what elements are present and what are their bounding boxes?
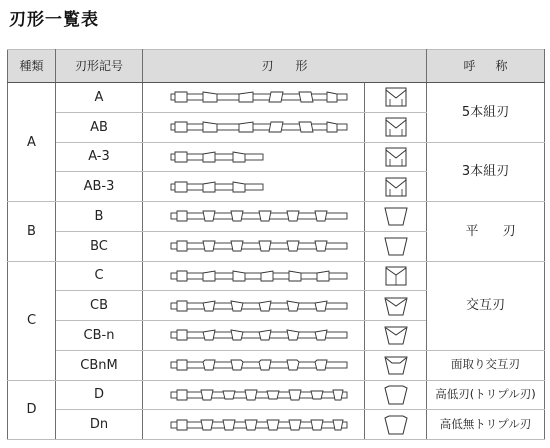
table-row	[8, 350, 545, 380]
symbol-cell: CBnM	[56, 350, 143, 380]
profile-icon-chamfer	[383, 354, 409, 376]
symbol-cell: Dn	[56, 410, 143, 440]
call-name-3pc: 3本組刃	[427, 142, 545, 202]
tooth-diagram	[143, 321, 365, 351]
profile-diagram	[365, 291, 427, 321]
tooth-diagram	[143, 291, 365, 321]
header-group: 種類	[8, 50, 56, 83]
tooth-row-cb	[143, 292, 365, 320]
group-cell-c: C	[8, 261, 56, 380]
profile-diagram	[365, 112, 427, 142]
profile-diagram	[365, 172, 427, 202]
profile-diagram	[365, 83, 427, 113]
profile-icon-flat	[383, 205, 409, 227]
symbol-cell: C	[56, 261, 143, 291]
blade-shape-table	[7, 49, 545, 440]
header-blade: 刃形	[143, 50, 427, 83]
table-row	[8, 83, 545, 113]
profile-diagram	[365, 261, 427, 291]
tooth-diagram	[143, 410, 365, 440]
call-name-triple: 高低刃(トリプル刃)	[427, 380, 545, 410]
tooth-diagram	[143, 202, 365, 232]
symbol-cell: CB	[56, 291, 143, 321]
group-cell-a: A	[8, 83, 56, 202]
profile-icon-notched	[383, 116, 409, 138]
tooth-row-ab3	[143, 173, 365, 201]
tooth-diagram	[143, 350, 365, 380]
profile-diagram	[365, 410, 427, 440]
header-call: 呼称	[427, 50, 545, 83]
call-name-chamfer-alternate: 面取り交互刃	[427, 350, 545, 380]
symbol-cell: AB-3	[56, 172, 143, 202]
tooth-diagram	[143, 112, 365, 142]
tooth-diagram	[143, 172, 365, 202]
tooth-diagram	[143, 261, 365, 291]
profile-diagram	[365, 321, 427, 351]
profile-diagram	[365, 202, 427, 232]
tooth-row-cbnm	[143, 351, 365, 379]
profile-diagram	[365, 231, 427, 261]
call-name-5pc: 5本組刃	[427, 83, 545, 143]
tooth-row-a	[143, 83, 365, 111]
profile-icon-flat	[383, 235, 409, 257]
profile-icon-triple	[383, 384, 409, 406]
profile-icon-notched	[383, 146, 409, 168]
group-cell-b: B	[8, 202, 56, 262]
table-row	[8, 202, 545, 232]
tooth-diagram	[143, 83, 365, 113]
profile-icon-triple	[383, 414, 409, 436]
profile-diagram	[365, 380, 427, 410]
symbol-cell: B	[56, 202, 143, 232]
call-name-alternate: 交互刃	[427, 261, 545, 350]
profile-icon-alternate-tapered	[383, 324, 409, 346]
profile-diagram	[365, 142, 427, 172]
table-row	[8, 261, 545, 291]
symbol-cell: BC	[56, 231, 143, 261]
profile-diagram	[365, 350, 427, 380]
profile-icon-notched	[383, 86, 409, 108]
profile-icon-alternate-tapered	[383, 295, 409, 317]
symbol-cell: A-3	[56, 142, 143, 172]
tooth-diagram	[143, 231, 365, 261]
tooth-row-a3	[143, 143, 365, 171]
symbol-cell: D	[56, 380, 143, 410]
call-name-triple-flat: 高低無トリプル刃	[427, 410, 545, 440]
tooth-row-d	[143, 381, 365, 409]
call-name-flat: 平 刃	[427, 202, 545, 262]
tooth-diagram	[143, 380, 365, 410]
tooth-row-c	[143, 262, 365, 290]
tooth-row-cbn	[143, 321, 365, 349]
tooth-diagram	[143, 142, 365, 172]
table-header-row	[8, 50, 545, 83]
group-cell-d: D	[8, 380, 56, 440]
header-symbol: 刃形記号	[56, 50, 143, 83]
tooth-row-ab	[143, 113, 365, 141]
symbol-cell: CB-n	[56, 321, 143, 351]
tooth-row-dn	[143, 411, 365, 439]
profile-icon-alternate	[383, 265, 409, 287]
table-row	[8, 380, 545, 410]
profile-icon-notched	[383, 176, 409, 198]
symbol-cell: AB	[56, 112, 143, 142]
table-row	[8, 142, 545, 172]
tooth-row-bc	[143, 232, 365, 260]
page-title: 刃形一覧表	[9, 10, 99, 30]
table-row	[8, 410, 545, 440]
tooth-row-b	[143, 202, 365, 230]
symbol-cell: A	[56, 83, 143, 113]
